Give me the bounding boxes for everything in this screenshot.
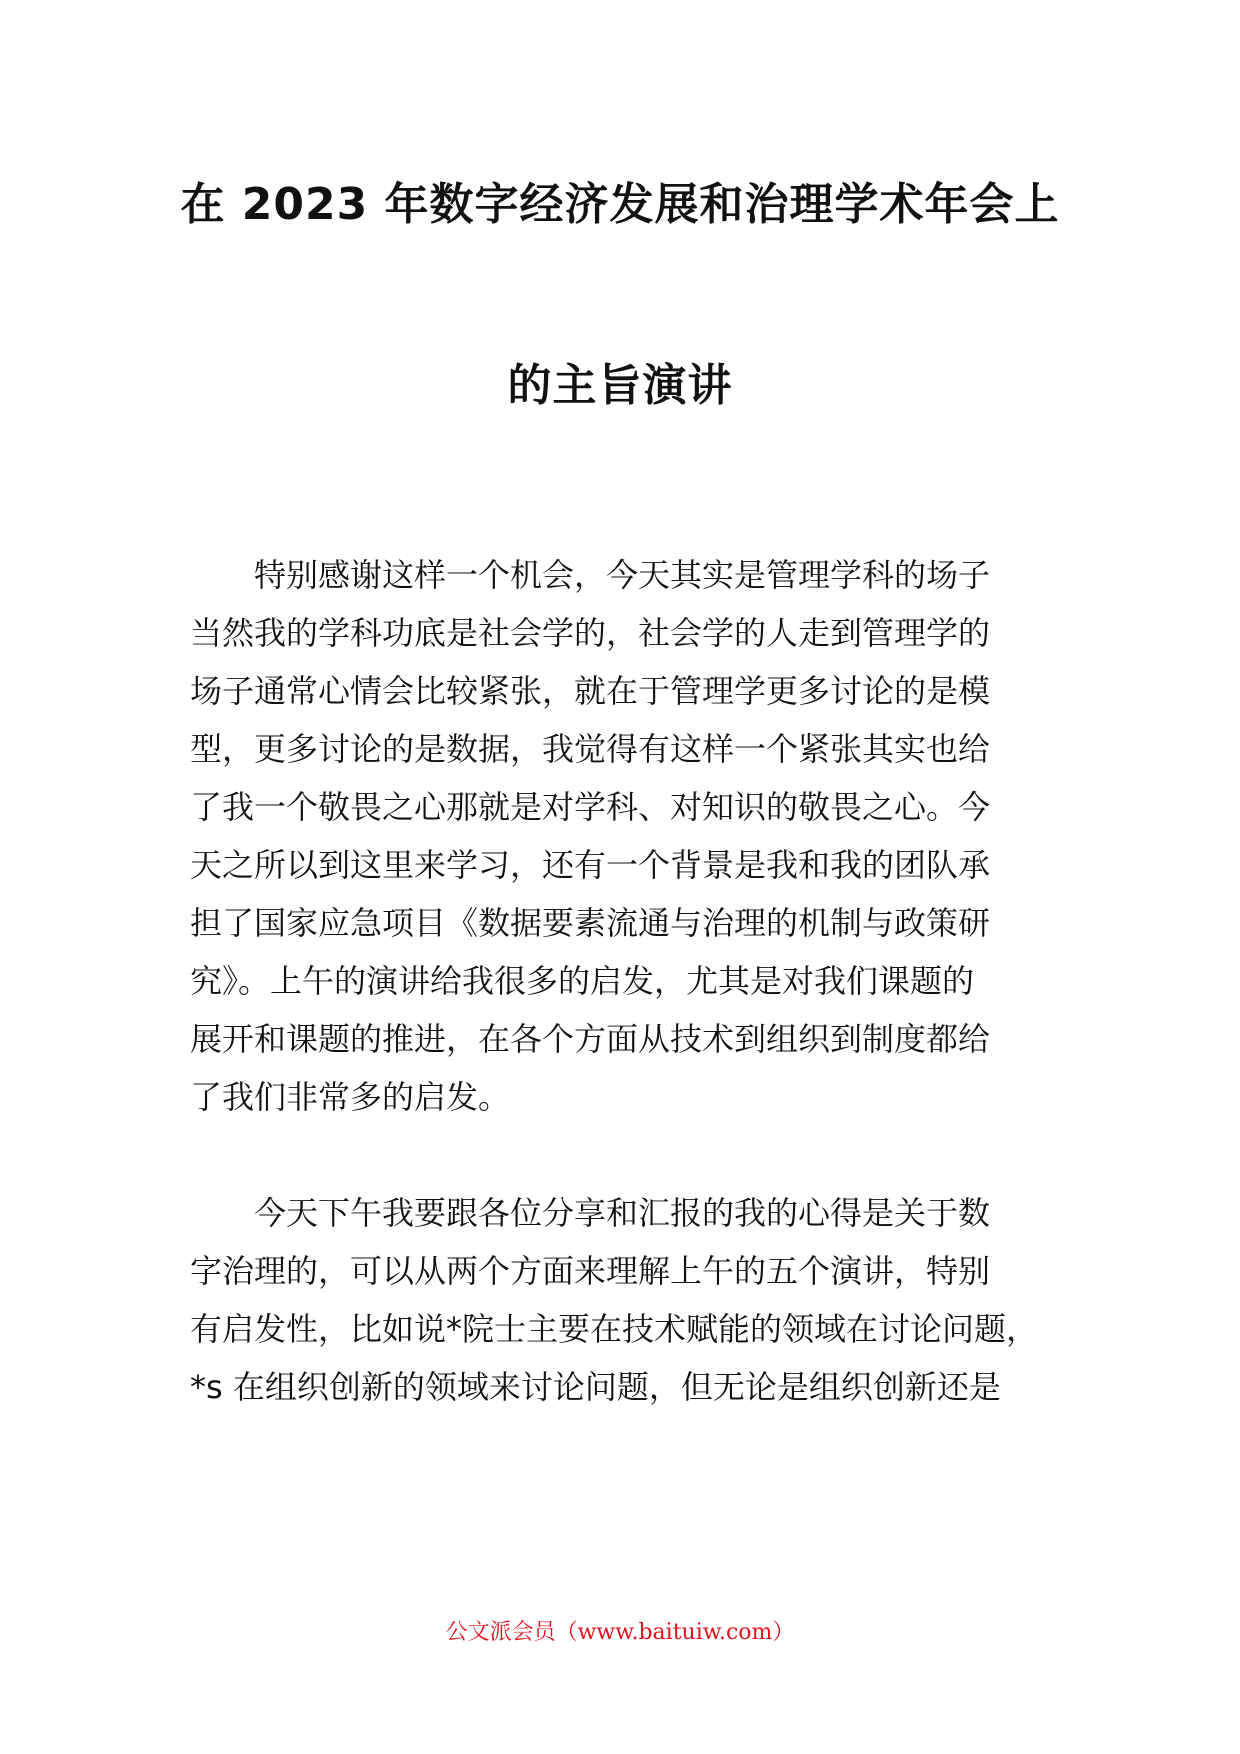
paragraph-1-line: 当然我的学科功底是社会学的，社会学的人走到管理学的 xyxy=(190,614,991,652)
paragraph-1-line: 了我一个敬畏之心那就是对学科、对知识的敬畏之心。今 xyxy=(190,788,991,826)
paragraph-1-line: 特别感谢这样一个机会，今天其实是管理学科的场子 xyxy=(190,556,991,594)
paragraph-1-line: 天之所以到这里来学习，还有一个背景是我和我的团队承 xyxy=(190,846,991,884)
paragraph-1-line: 担了国家应急项目《数据要素流通与治理的机制与政策研 xyxy=(190,904,991,942)
paragraph-1-line: 了我们非常多的启发。 xyxy=(190,1078,511,1116)
paragraph-1-line: 展开和课题的推进，在各个方面从技术到组织到制度都给 xyxy=(190,1020,991,1058)
paragraph-2-line: 有启发性，比如说*院士主要在技术赋能的领域在讨论问题， xyxy=(190,1310,1039,1348)
title-line-1: 在 2023 年数字经济发展和治理学术年会上 xyxy=(180,179,1060,230)
title-line-2: 的主旨演讲 xyxy=(507,360,733,411)
footer-watermark-text: 公文派会员（www.baituiw.com） xyxy=(445,1620,795,1645)
paragraph-2-line: *s 在组织创新的领域来讨论问题，但无论是组织创新还是 xyxy=(190,1368,1001,1406)
paragraph-2-line: 字治理的，可以从两个方面来理解上午的五个演讲，特别 xyxy=(190,1252,991,1290)
paragraph-1-line: 场子通常心情会比较紧张，就在于管理学更多讨论的是模 xyxy=(190,672,991,710)
paragraph-1-line: 型，更多讨论的是数据，我觉得有这样一个紧张其实也给 xyxy=(190,730,991,768)
paragraph-1-line: 究》。上午的演讲给我很多的启发，尤其是对我们课题的 xyxy=(190,962,975,1000)
paragraph-2-line: 今天下午我要跟各位分享和汇报的我的心得是关于数 xyxy=(190,1194,991,1232)
